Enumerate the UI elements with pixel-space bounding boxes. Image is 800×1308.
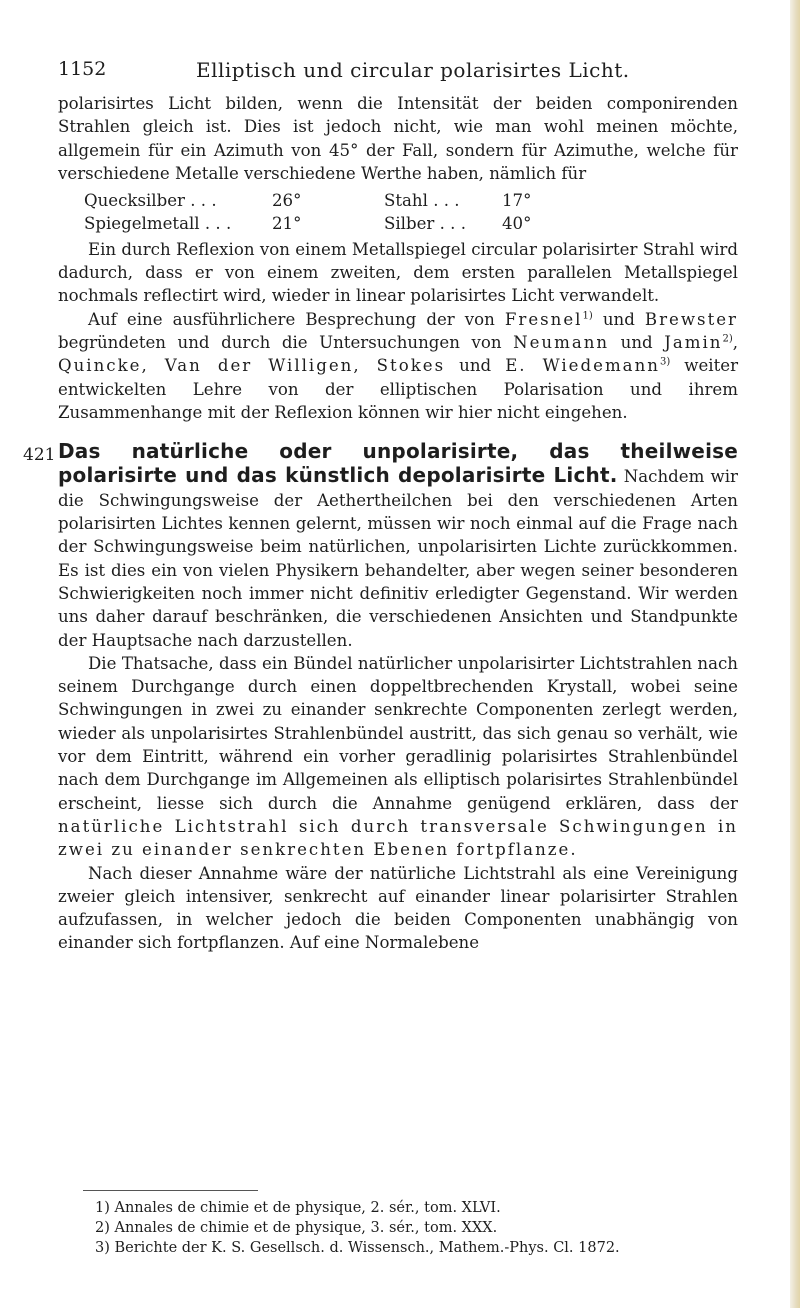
footnote-rule [83, 1190, 258, 1191]
page-number: 1152 [58, 58, 107, 80]
footnotes [95, 1198, 735, 1258]
text: Auf eine ausführlichere Besprechung der von [88, 309, 505, 329]
metal-angle: 40° [502, 214, 532, 234]
section-421 [23, 439, 738, 652]
metal-angle: 17° [502, 191, 532, 211]
footnote-ref: 1) [582, 310, 593, 322]
angle-row [84, 189, 738, 212]
author-name: Neumann [513, 332, 610, 352]
text: Die Thatsache, dass ein Bündel natürlicher unpolarisirter Lichtstrahlen nach seinem Durchgange durch einen doppeltbrechenden Krystall, wobei seine Schwingungen in zwei zu einander senkrechte Componenten zerlegt werden, wieder als unpolarisirtes Strahlenbündel austritt, das sich genau so verhält, wie vor dem Eintritt, während ein vorher geradlinig polarisirtes Strahlenbündel nach dem Durchgange im Allgemeinen als elliptisch polarisirtes Strahlenbündel erscheint, liesse sich durch die Annahme genügend erklären, dass der [58, 653, 738, 813]
angle-row [84, 212, 738, 235]
paragraph-thatsache [58, 652, 738, 862]
section-title: Das natürliche oder unpolarisirte, das theilweise polarisirte und das künstlich depolarisirte Licht. [58, 439, 738, 488]
author-name: Quincke, Van der Willigen, Stokes [58, 356, 446, 376]
section-paragraph [58, 440, 738, 652]
section-number: 421 [23, 445, 56, 466]
footnote: 1) Annales de chimie et de physique, 2. sér., tom. XLVI. [95, 1200, 501, 1216]
angle-table [84, 189, 738, 236]
metal-name: Quecksilber . . . [84, 191, 217, 211]
metal-angle: 21° [272, 214, 302, 234]
text: und [592, 309, 645, 329]
footnote-ref: 2) [722, 333, 733, 345]
metal-name: Silber . . . [384, 214, 467, 234]
author-name: Brewster [644, 309, 738, 329]
footnote-ref: 3) [659, 356, 671, 368]
metal-name: Spiegelmetall . . . [84, 214, 232, 234]
page-body [23, 92, 739, 955]
paragraph-reflexion: Ein durch Reflexion von einem Metallspiegel circular polarisirter Strahl wird dadurch, dass er von einem zweiten, dem ersten parallelen Metallspiegel nochmals reflectirt wird, wieder in linear polarisirtes Licht verwandelt. [58, 239, 738, 306]
author-name: Jamin [664, 332, 723, 352]
section-text: Nachdem wir die Schwingungsweise der Aethertheilchen bei den verschiedenen Arten polarisirten Lichtes kennen gelernt, müssen wir noch einmal auf die Frage nach der Schwingungsweise beim natürlichen, unpolarisirten Lichte zurückkommen. Es ist dies ein von vielen Physikern behandelter, aber wegen seiner besonderen Schwierigkeiten noch immer nicht definitiv erledigter Gegenstand. Wir werden uns daher darauf beschränken, die verschiedenen Ansichten und Standpunkte der Hauptsache nach darzustellen. [58, 467, 738, 650]
text: begründeten und durch die Untersuchungen von [58, 332, 514, 352]
paragraph-references [58, 308, 738, 424]
author-name: Fresnel [504, 309, 583, 329]
text: und [609, 332, 665, 352]
text: und [445, 356, 506, 376]
paragraph-annahme: Nach dieser Annahme wäre der natürliche Lichtstrahl als eine Vereinigung zweier gleich intensiver, senkrecht auf einander linear polarisirter Strahlen aufzufassen, in welcher jedoch die beiden Componenten unabhängig von einander sich fortpflanzen. Auf eine Normalebene [58, 863, 738, 953]
emphasized-text: natürliche Lichtstrahl sich durch transversale Schwingungen in zwei zu einander senkrechten Ebenen fortpflanze. [58, 816, 738, 860]
running-title: Elliptisch und circular polarisirtes Licht. [196, 58, 630, 82]
metal-name: Stahl . . . [384, 191, 460, 211]
text: , [732, 332, 739, 352]
footnote: 3) Berichte der K. S. Gesellsch. d. Wissensch., Mathem.-Phys. Cl. 1872. [95, 1240, 620, 1256]
footnote: 2) Annales de chimie et de physique, 3. sér., tom. XXX. [95, 1220, 498, 1236]
metal-angle: 26° [272, 191, 302, 211]
author-name: E. Wiedemann [505, 356, 660, 376]
page-edge [790, 0, 800, 1308]
running-head [58, 58, 738, 88]
paragraph-continued: polarisirtes Licht bilden, wenn die Intensität der beiden componirenden Strahlen gleich ist. Dies ist jedoch nicht, wie man wohl meinen möchte, allgemein für ein Azimuth von 45° der Fall, sondern für Azimuthe, welche für verschiedene Metalle verschiedene Werthe haben, nämlich für [58, 94, 738, 183]
text: weiter entwickelten Lehre von der elliptischen Polarisation und ihrem Zusammenhange mit der Reflexion können wir hier nicht eingehen. [58, 356, 739, 422]
